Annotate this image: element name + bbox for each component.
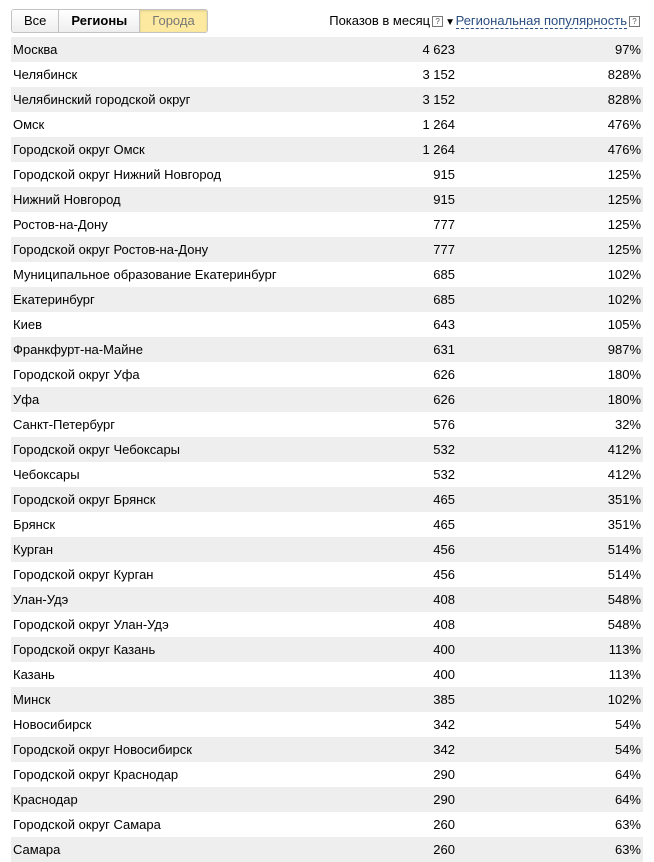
shows-count: 408 [433,592,455,607]
shows-count: 576 [433,417,455,432]
regional-popularity-value: 54% [614,717,641,732]
city-name: Киев [13,317,42,332]
table-row [11,512,643,537]
table-row [11,637,643,662]
table-row [11,212,643,237]
shows-count: 4 623 [422,42,455,57]
shows-count: 685 [433,292,455,307]
city-name: Краснодар [13,792,78,807]
region-filter-tabs [11,9,208,33]
table-row [11,612,643,637]
regional-popularity-value: 180% [607,392,641,407]
table-row [11,162,643,187]
city-name: Городской округ Ростов-на-Дону [13,242,209,257]
shows-count: 260 [433,842,455,857]
city-name: Москва [13,42,58,57]
regional-popularity-value: 102% [607,692,641,707]
regional-popularity-value: 64% [614,792,641,807]
regional-popularity-value: 514% [607,542,641,557]
city-name: Екатеринбург [13,292,95,307]
regional-popularity-value: 514% [607,567,641,582]
regional-popularity-value: 125% [607,167,641,182]
city-name: Омск [13,117,45,132]
regional-popularity-value: 828% [607,67,641,82]
regional-popularity-value: 476% [607,117,641,132]
help-icon[interactable]: ? [629,16,640,27]
city-name: Городской округ Курган [13,567,154,582]
regional-popularity-header [456,13,640,29]
shows-count: 456 [433,542,455,557]
shows-count: 3 152 [422,67,455,82]
shows-count: 631 [433,342,455,357]
table-row [11,137,643,162]
city-name: Санкт-Петербург [13,417,115,432]
table-row [11,462,643,487]
regional-popularity-value: 351% [607,492,641,507]
tab-cities[interactable]: Города [140,10,206,32]
regional-popularity-value: 105% [607,317,641,332]
shows-count: 1 264 [422,117,455,132]
city-name: Нижний Новгород [13,192,121,207]
shows-count: 626 [433,367,455,382]
table-row [11,537,643,562]
sort-desc-icon[interactable]: ▼ [445,17,455,28]
regional-popularity-value: 412% [607,467,641,482]
city-name: Челябинский городской округ [13,92,191,107]
table-row [11,737,643,762]
city-name: Городской округ Новосибирск [13,742,192,757]
table-row [11,812,643,837]
table-row [11,487,643,512]
table-row [11,662,643,687]
table-row [11,362,643,387]
shows-count: 260 [433,817,455,832]
table-row [11,287,643,312]
city-name: Франкфурт-на-Майне [13,342,143,357]
regional-popularity-value: 32% [614,417,641,432]
table-row [11,237,643,262]
regional-popularity-value: 102% [607,267,641,282]
table-row [11,87,643,112]
shows-count: 465 [433,492,455,507]
help-icon[interactable]: ? [432,16,443,27]
regional-popularity-value: 113% [608,667,641,682]
shows-count: 685 [433,267,455,282]
city-name: Городской округ Брянск [13,492,156,507]
table-row [11,587,643,612]
table-row [11,837,643,862]
regional-popularity-value: 412% [607,442,641,457]
city-name: Городской округ Самара [13,817,161,832]
regional-popularity-value: 63% [614,817,641,832]
shows-count: 777 [433,242,455,257]
table-row [11,762,643,787]
city-name: Городской округ Чебоксары [13,442,181,457]
table-row [11,787,643,812]
regional-popularity-value: 125% [607,217,641,232]
shows-count: 532 [433,467,455,482]
shows-count: 342 [433,717,455,732]
shows-count: 532 [433,442,455,457]
shows-count: 3 152 [422,92,455,107]
shows-count: 1 264 [422,142,455,157]
regional-popularity-value: 987% [607,342,641,357]
shows-count: 342 [433,742,455,757]
city-name: Улан-Удэ [13,592,69,607]
table-row [11,712,643,737]
table-row [11,62,643,87]
shows-count: 456 [433,567,455,582]
shows-count: 400 [433,667,455,682]
shows-count: 643 [433,317,455,332]
city-name: Городской округ Улан-Удэ [13,617,169,632]
city-name: Новосибирск [13,717,92,732]
shows-count: 385 [433,692,455,707]
city-name: Муниципальное образование Екатеринбург [13,267,277,282]
city-name: Городской округ Казань [13,642,156,657]
city-name: Уфа [13,392,40,407]
city-name: Брянск [13,517,56,532]
city-name: Курган [13,542,54,557]
regional-popularity-value: 351% [607,517,641,532]
shows-count: 626 [433,392,455,407]
regional-popularity-value: 54% [614,742,641,757]
regional-popularity-value: 64% [614,767,641,782]
regional-popularity-value: 97% [614,42,641,57]
table-row [11,112,643,137]
table-row [11,437,643,462]
city-name: Минск [13,692,51,707]
regional-popularity-value: 828% [607,92,641,107]
shows-count: 915 [433,167,455,182]
shows-count: 290 [433,767,455,782]
regional-popularity-value: 102% [607,292,641,307]
regional-popularity-value: 548% [607,592,641,607]
regional-popularity-value: 476% [607,142,641,157]
shows-count: 408 [433,617,455,632]
city-name: Городской округ Краснодар [13,767,179,782]
regional-popularity-value: 548% [607,617,641,632]
city-name: Казань [13,667,55,682]
city-name: Ростов-на-Дону [13,217,108,232]
shows-count: 290 [433,792,455,807]
shows-count: 777 [433,217,455,232]
table-row [11,37,643,62]
regional-popularity-link[interactable]: Региональная популярность [455,13,627,28]
city-name: Городской округ Омск [13,142,145,157]
city-name: Городской округ Уфа [13,367,140,382]
regional-popularity-value: 125% [607,192,641,207]
table-header [0,0,654,38]
table-row [11,412,643,437]
table-row [11,312,643,337]
shows-count: 915 [433,192,455,207]
tab-all[interactable]: Все [12,10,59,32]
table-row [11,687,643,712]
table-row [11,187,643,212]
regional-popularity-value: 125% [607,242,641,257]
city-name: Челябинск [13,67,78,82]
table-row [11,337,643,362]
shows-count: 465 [433,517,455,532]
city-name: Городской округ Нижний Новгород [13,167,222,182]
table-row [11,262,643,287]
shows-per-month-label[interactable]: Показов в месяц [329,13,431,28]
shows-per-month-header[interactable] [329,13,455,31]
table-row [11,387,643,412]
regional-popularity-value: 180% [607,367,641,382]
table-row [11,562,643,587]
city-name: Чебоксары [13,467,80,482]
city-name: Самара [13,842,61,857]
tab-regions[interactable]: Регионы [59,10,140,32]
cities-table [11,37,643,862]
shows-count: 400 [433,642,455,657]
regional-popularity-value: 113% [608,642,641,657]
regional-popularity-value: 63% [614,842,641,857]
